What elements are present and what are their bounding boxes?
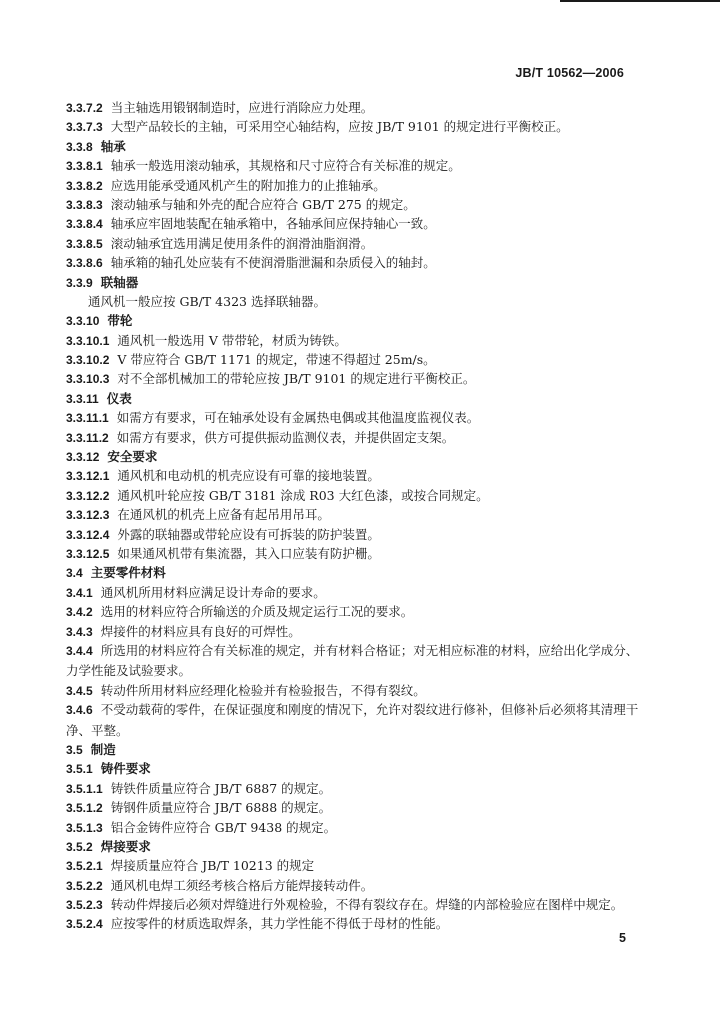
clause-3-3-10-3: 3.3.10.3 对不全部机械加工的带轮应按 JB/T 9101 的规定进行平衡校正。 (66, 371, 476, 387)
heading-3-3-10: 3.3.10 带轮 (66, 313, 133, 329)
clause-3-3-8-2: 3.3.8.2 应选用能承受通风机产生的附加推力的止推轴承。 (66, 177, 386, 193)
clause-3-5-1-1: 3.5.1.1 铸铁件质量应符合 JB/T 6887 的规定。 (66, 780, 332, 796)
heading-3-3-9: 3.3.9 联轴器 (66, 274, 139, 290)
clause-3-5-2-4: 3.5.2.4 应按零件的材质选取焊条，其力学性能不得低于母材的性能。 (66, 916, 449, 932)
clause-3-3-7-2: 3.3.7.2 当主轴选用锻钢制造时，应进行消除应力处理。 (66, 100, 374, 115)
clause-3-5-2-1: 3.5.2.1 焊接质量应符合 JB/T 10213 的规定 (66, 858, 315, 874)
clause-3-3-12-3: 3.3.12.3 在通风机的机壳上应备有起吊用吊耳。 (66, 507, 330, 523)
heading-3-5: 3.5 制造 (66, 741, 116, 757)
heading-3-3-12: 3.3.12 安全要求 (66, 449, 158, 465)
clause-3-3-12-1: 3.3.12.1 通风机和电动机的机壳应设有可靠的接地装置。 (66, 468, 380, 484)
clause-3-3-8-1: 3.3.8.1 轴承一般选用滚动轴承，其规格和尺寸应符合有关标准的规定。 (66, 158, 461, 174)
top-rule (560, 0, 720, 2)
heading-3-5-2: 3.5.2 焊接要求 (66, 838, 151, 854)
clause-3-4-4: 3.4.4 所选用的材料应符合有关标准的规定，并有材料合格证；对无相应标准的材料，应给出化学成分、力学性能及试验要求。 (66, 642, 639, 679)
heading-3-5-1: 3.5.1 铸件要求 (66, 761, 151, 777)
paragraph-3-3-9: 通风机一般应按 GB/T 4323 选择联轴器。 (88, 293, 326, 309)
heading-3-3-11: 3.3.11 仪表 (66, 390, 132, 406)
clause-3-3-8-5: 3.3.8.5 滚动轴承宜选用满足使用条件的润滑油脂润滑。 (66, 235, 374, 251)
clause-3-4-1: 3.4.1 通风机所用材料应满足设计寿命的要求。 (66, 584, 326, 600)
clause-3-3-11-1: 3.3.11.1 如需方有要求，可在轴承处设有金属热电偶或其他温度监视仪表。 (66, 410, 480, 426)
clause-3-3-8-6: 3.3.8.6 轴承箱的轴孔处应装有不使润滑脂泄漏和杂质侵入的轴封。 (66, 255, 436, 271)
clause-3-3-10-1: 3.3.10.1 通风机一般选用 V 带带轮，材质为铸铁。 (66, 332, 347, 348)
clause-3-5-2-3: 3.5.2.3 转动件焊接后必须对焊缝进行外观检验，不得有裂纹存在。焊缝的内部检验应在图样中规定。 (66, 897, 624, 913)
heading-3-4: 3.4 主要零件材料 (66, 565, 166, 581)
clause-3-4-2: 3.4.2 选用的材料应符合所输送的介质及规定运行工况的要求。 (66, 604, 414, 620)
clause-3-5-2-2: 3.5.2.2 通风机电焊工须经考核合格后方能焊接转动件。 (66, 877, 374, 893)
clause-3-3-8-4: 3.3.8.4 轴承应牢固地装配在轴承箱中，各轴承间应保持轴心一致。 (66, 216, 436, 232)
clause-3-3-12-5: 3.3.12.5 如果通风机带有集流器，其入口应装有防护栅。 (66, 545, 380, 561)
clause-3-3-7-3: 3.3.7.3 大型产品较长的主轴，可采用空心轴结构，应按 JB/T 9101 的规定进行平衡校正。 (66, 119, 569, 135)
document-body (66, 98, 640, 934)
clause-3-5-1-2: 3.5.1.2 铸钢件质量应符合 JB/T 6888 的规定。 (66, 800, 332, 816)
clause-3-5-1-3: 3.5.1.3 铝合金铸件应符合 GB/T 9438 的规定。 (66, 819, 337, 835)
clause-3-4-5: 3.4.5 转动件所用材料应经理化检验并有检验报告，不得有裂纹。 (66, 682, 426, 698)
document-code: JB/T 10562—2006 (515, 66, 624, 80)
page-number: 5 (619, 931, 626, 945)
clause-3-3-10-2: 3.3.10.2 V 带应符合 GB/T 1171 的规定，带速不得超过 25m/s。 (66, 352, 436, 368)
clause-3-3-12-2: 3.3.12.2 通风机叶轮应按 GB/T 3181 涂成 R03 大红色漆，或按合同规定。 (66, 487, 489, 503)
clause-3-3-8-3: 3.3.8.3 滚动轴承与轴和外壳的配合应符合 GB/T 275 的规定。 (66, 196, 416, 212)
heading-3-3-8: 3.3.8 轴承 (66, 138, 126, 154)
clause-3-3-11-2: 3.3.11.2 如需方有要求，供方可提供振动监测仪表，并提供固定支架。 (66, 429, 455, 445)
clause-3-3-12-4: 3.3.12.4 外露的联轴器或带轮应设有可拆装的防护装置。 (66, 526, 380, 542)
clause-3-4-6: 3.4.6 不受动载荷的零件，在保证强度和刚度的情况下，允许对裂纹进行修补，但修补后必须将其清理干净、平整。 (66, 702, 639, 738)
clause-3-4-3: 3.4.3 焊接件的材料应具有良好的可焊性。 (66, 623, 301, 639)
